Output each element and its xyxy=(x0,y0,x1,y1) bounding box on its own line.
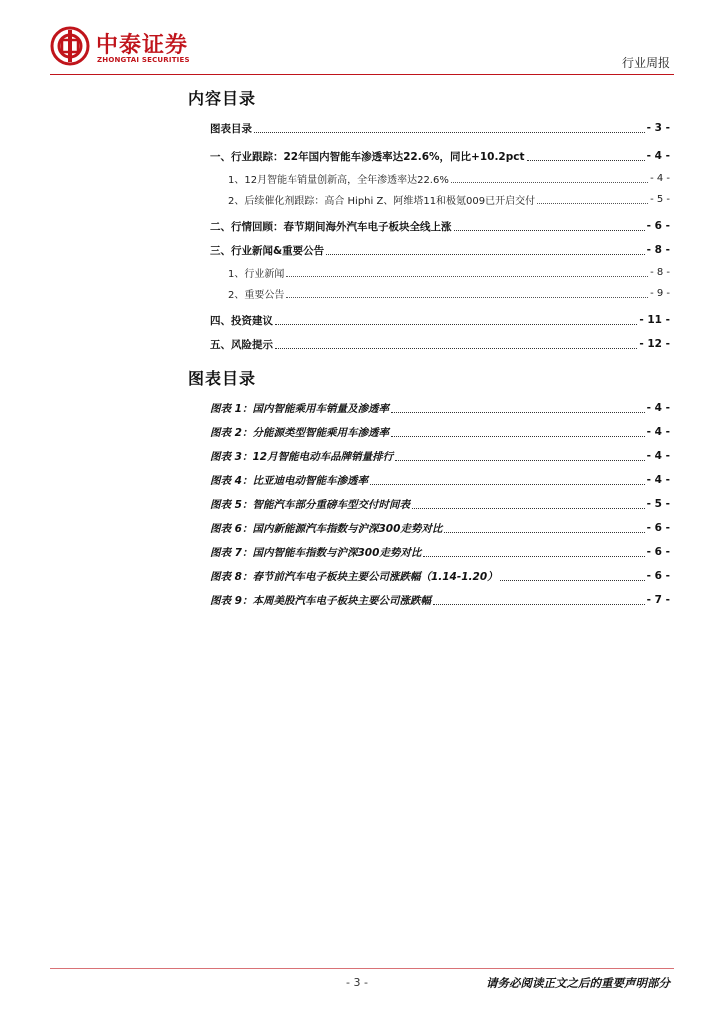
toc-entry[interactable] xyxy=(190,144,670,168)
figure-entry-label: 图表 8：春节前汽车电子板块主要公司涨跌幅（1.14-1.20） xyxy=(210,570,498,583)
toc-subentry[interactable] xyxy=(190,262,670,283)
figure-entry[interactable] xyxy=(190,420,670,444)
figure-entry-page: - 4 - xyxy=(646,426,670,438)
document-type: 行业周报 xyxy=(621,56,670,70)
figure-entry-page: - 6 - xyxy=(646,570,670,582)
figure-entry-label: 图表 1：国内智能乘用车销量及渗透率 xyxy=(210,402,389,415)
toc-entry-label: 四、投资建议 xyxy=(210,314,273,327)
figure-entry-label: 图表 6：国内新能源汽车指数与沪深300走势对比 xyxy=(210,522,443,535)
leader-dots xyxy=(286,276,648,277)
page-number: - 3 - xyxy=(346,976,368,989)
leader-dots xyxy=(275,324,637,325)
toc-entry-page: - 6 - xyxy=(646,220,670,232)
leader-dots xyxy=(433,604,645,605)
header-divider xyxy=(50,74,674,75)
figure-entry-label: 图表 7：国内智能车指数与沪深300走势对比 xyxy=(210,546,422,559)
toc-entry-page: - 4 - xyxy=(650,173,670,184)
leader-dots xyxy=(254,132,645,133)
leader-dots xyxy=(395,460,645,461)
leader-dots xyxy=(454,230,645,231)
figure-entry[interactable] xyxy=(190,444,670,468)
toc-entry[interactable] xyxy=(190,332,670,356)
figure-entry-label: 图表 5：智能汽车部分重磅车型交付时间表 xyxy=(210,498,410,511)
leader-dots xyxy=(500,580,645,581)
toc-entry-page: - 11 - xyxy=(639,314,670,326)
toc-entry-label: 五、风险提示 xyxy=(210,338,273,351)
toc-entry-page: - 4 - xyxy=(646,150,670,162)
toc-entry-label: 1、12月智能车销量创新高，全年渗透率达22.6% xyxy=(228,175,449,186)
toc-subentry[interactable] xyxy=(190,168,670,189)
figures-title: 图表目录 xyxy=(188,369,257,388)
toc-entry[interactable] xyxy=(190,308,670,332)
figure-entry[interactable] xyxy=(190,588,670,612)
toc-entry[interactable] xyxy=(190,238,670,262)
leader-dots xyxy=(451,182,648,183)
figure-entry-label: 图表 2：分能源类型智能乘用车渗透率 xyxy=(210,426,389,439)
leader-dots xyxy=(391,412,645,413)
leader-dots xyxy=(537,203,648,204)
brand-name-cn: 中泰证券 xyxy=(96,33,189,58)
figure-entry[interactable] xyxy=(190,564,670,588)
figure-entry-page: - 4 - xyxy=(646,402,670,414)
leader-dots xyxy=(412,508,645,509)
contents-title: 内容目录 xyxy=(188,89,257,108)
figure-entry[interactable] xyxy=(190,396,670,420)
leader-dots xyxy=(527,160,645,161)
figure-entry-page: - 4 - xyxy=(646,450,670,462)
figure-entry-page: - 6 - xyxy=(646,522,670,534)
company-logo xyxy=(50,26,230,72)
leader-dots xyxy=(326,254,644,255)
toc-entry-label: 1、行业新闻 xyxy=(228,269,285,280)
toc-subentry[interactable] xyxy=(190,283,670,304)
figure-entry[interactable] xyxy=(190,492,670,516)
disclaimer-note: 请务必阅读正文之后的重要声明部分 xyxy=(486,976,670,990)
toc-entry[interactable] xyxy=(190,116,670,140)
toc-subentry[interactable] xyxy=(190,189,670,210)
toc-entry-label: 图表目录 xyxy=(210,122,252,135)
toc-entry-page: - 8 - xyxy=(650,267,670,278)
figure-entry-page: - 6 - xyxy=(646,546,670,558)
leader-dots xyxy=(286,297,648,298)
toc-entry-page: - 8 - xyxy=(646,244,670,256)
leader-dots xyxy=(391,436,645,437)
zhongtai-logo-icon xyxy=(50,26,90,66)
toc-entry-page: - 5 - xyxy=(650,194,670,205)
figures-list xyxy=(190,396,670,612)
contents-list xyxy=(190,116,670,356)
toc-entry-page: - 3 - xyxy=(646,122,670,134)
figure-entry-page: - 4 - xyxy=(646,474,670,486)
toc-entry-label: 2、后续催化剂跟踪：高合 Hiphi Z、阿维塔11和极氪009已开启交付 xyxy=(228,196,536,207)
figure-entry-page: - 5 - xyxy=(646,498,670,510)
figure-entry-label: 图表 9：本周美股汽车电子板块主要公司涨跌幅 xyxy=(210,594,431,607)
brand-name-en: ZHONGTAI SECURITIES xyxy=(97,56,190,64)
toc-entry-label: 2、重要公告 xyxy=(228,290,285,301)
toc-entry-page: - 12 - xyxy=(639,338,670,350)
toc-entry-label: 一、行业跟踪：22年国内智能车渗透率达22.6%，同比+10.2pct xyxy=(210,150,525,163)
figure-entry-page: - 7 - xyxy=(646,594,670,606)
toc-entry-label: 二、行情回顾：春节期间海外汽车电子板块全线上涨 xyxy=(210,220,452,233)
toc-entry[interactable] xyxy=(190,214,670,238)
toc-entry-page: - 9 - xyxy=(650,288,670,299)
leader-dots xyxy=(423,556,644,557)
figure-entry-label: 图表 4：比亚迪电动智能车渗透率 xyxy=(210,474,368,487)
leader-dots xyxy=(444,532,644,533)
toc-entry-label: 三、行业新闻&重要公告 xyxy=(210,244,325,257)
figure-entry-label: 图表 3：12月智能电动车品牌销量排行 xyxy=(210,450,394,463)
figure-entry[interactable] xyxy=(190,540,670,564)
figure-entry[interactable] xyxy=(190,516,670,540)
footer-divider xyxy=(50,968,674,969)
leader-dots xyxy=(370,484,645,485)
figure-entry[interactable] xyxy=(190,468,670,492)
leader-dots xyxy=(275,348,637,349)
